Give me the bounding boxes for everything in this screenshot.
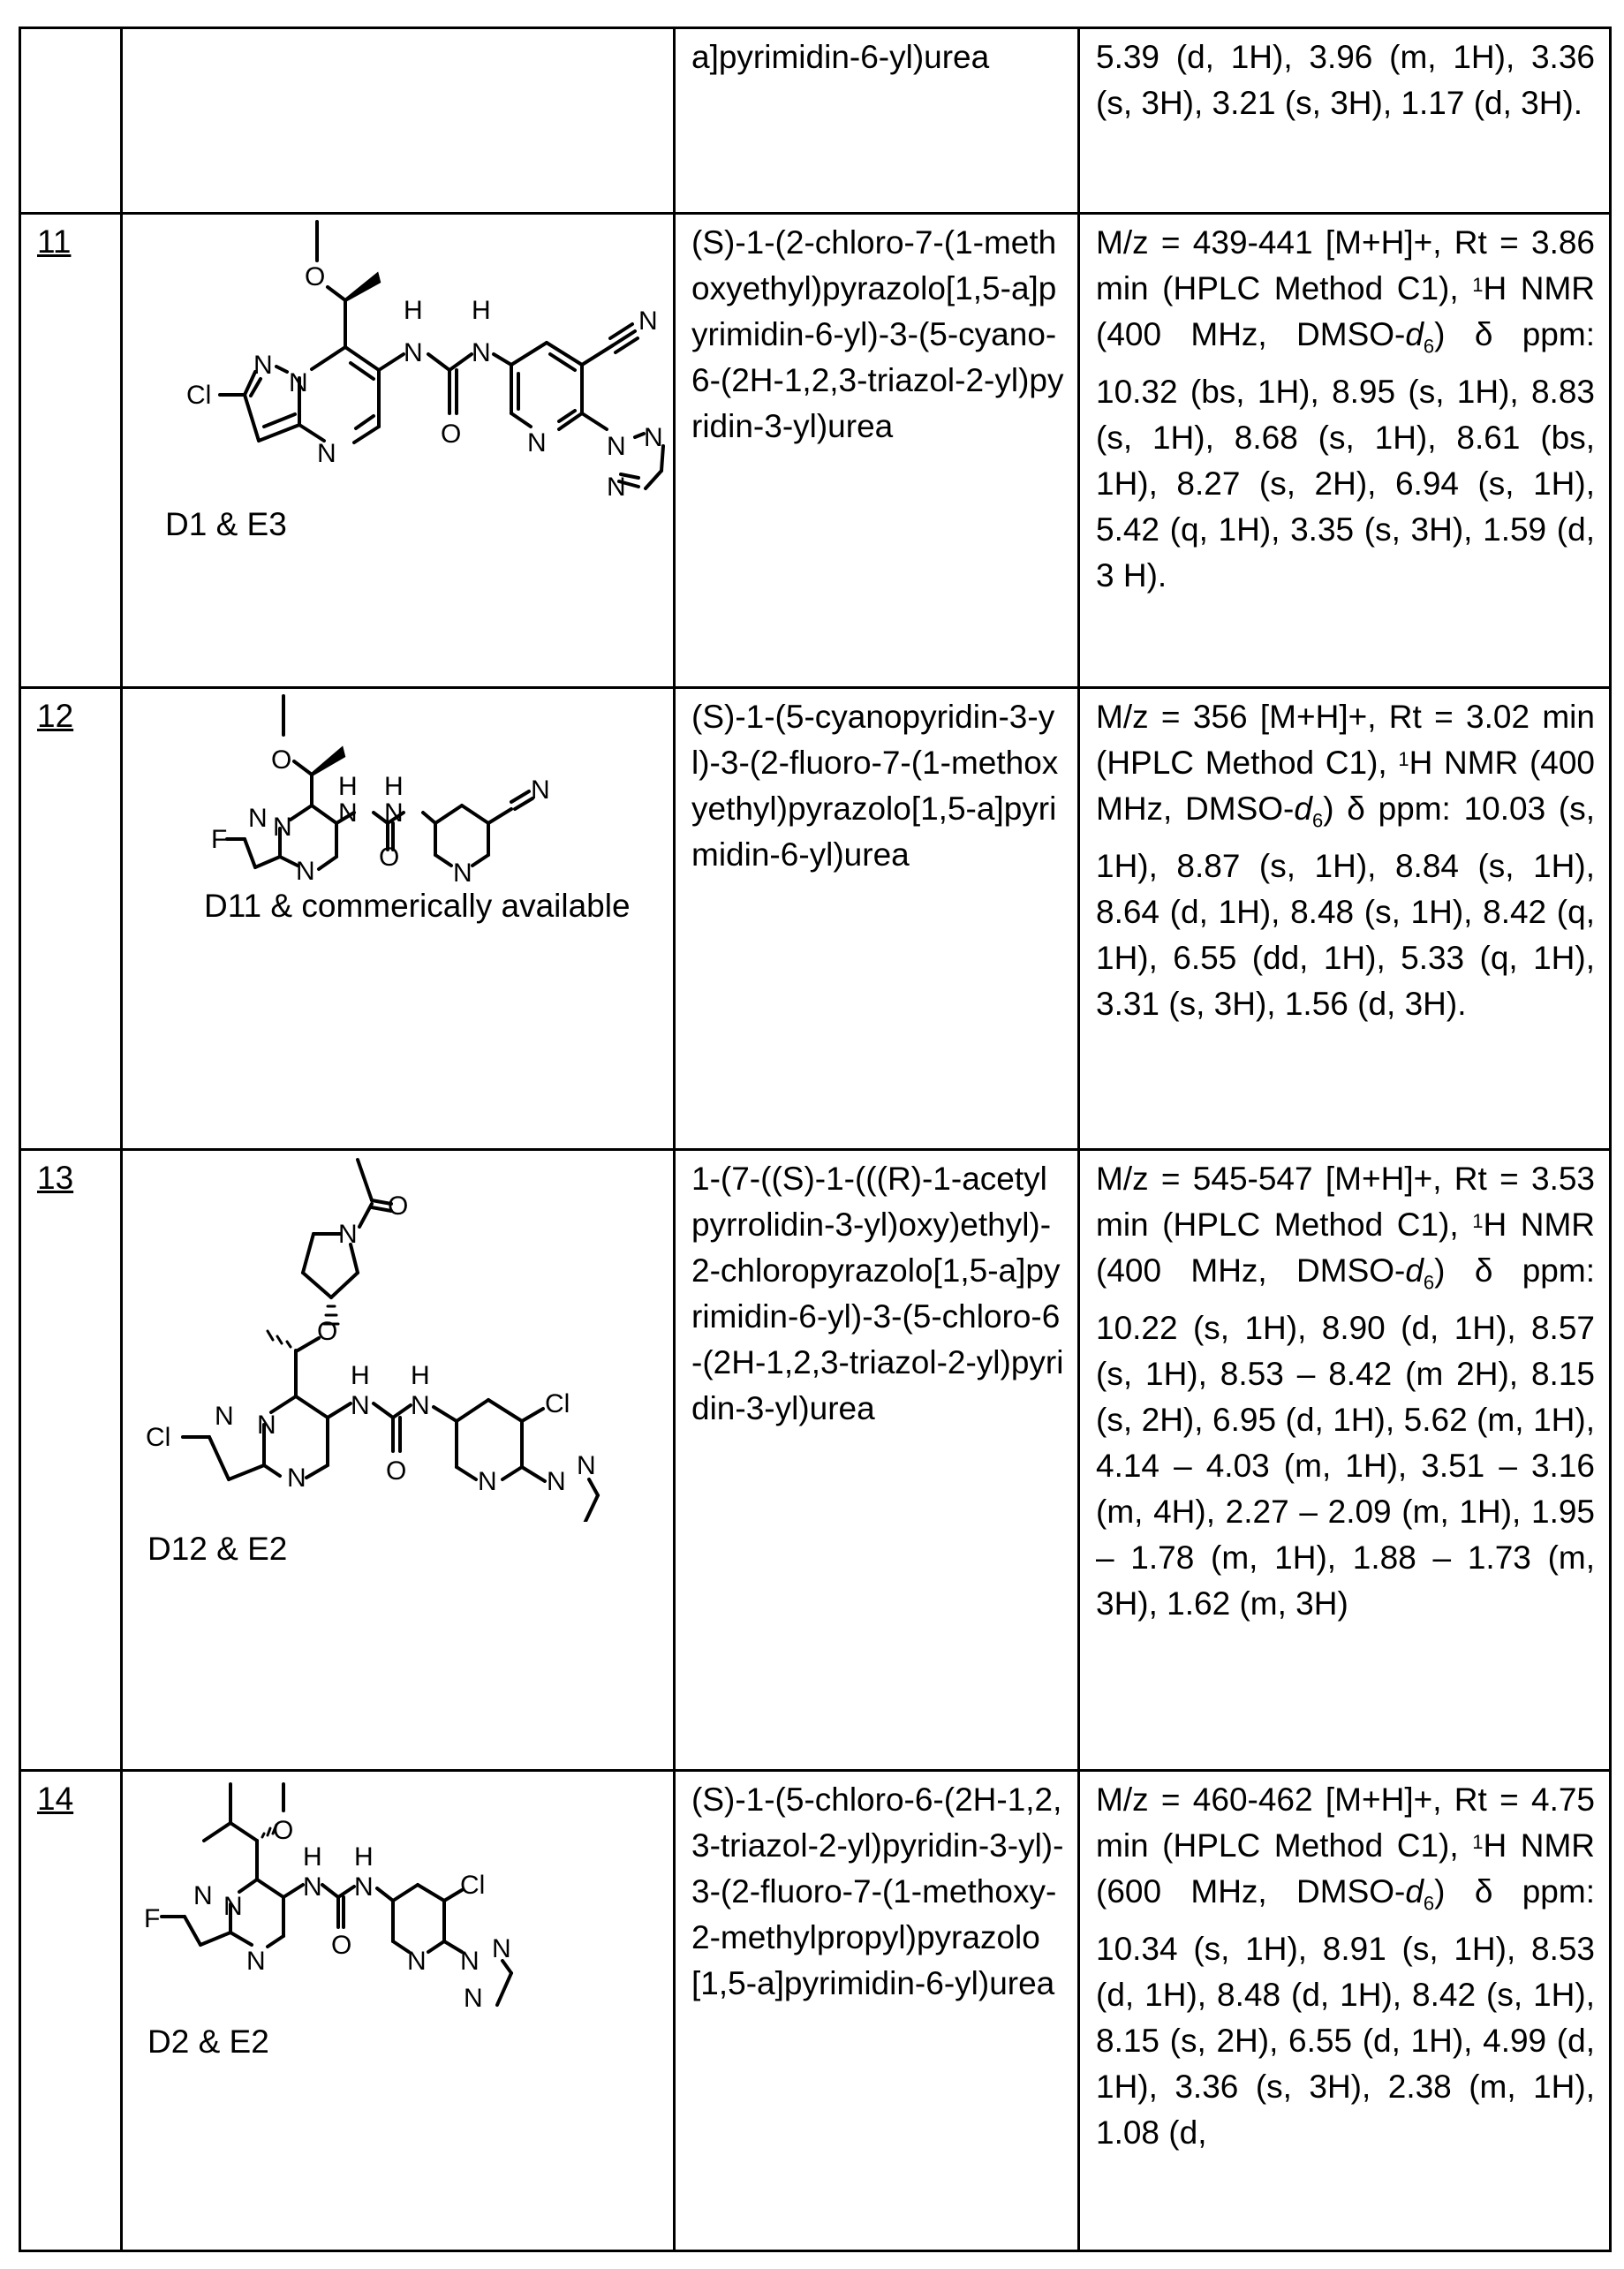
svg-text:O: O [379,843,400,872]
svg-text:H: H [338,772,358,801]
structure-reference: D1 & E3 [165,506,287,542]
svg-text:O: O [271,745,292,775]
table-row [20,1771,1611,2251]
structure-cell [122,688,675,1150]
svg-text:H: H [472,296,491,325]
svg-text:O: O [386,1456,407,1486]
chemical-structure-compound-12-icon [123,689,670,892]
svg-text:N: N [577,1451,596,1480]
compound-name-cell [675,1150,1079,1771]
svg-text:N: N [492,1934,511,1963]
analytical-data-cell [1079,214,1611,688]
svg-text:O: O [388,1191,409,1221]
svg-text:Cl: Cl [545,1389,570,1418]
structure-cell [122,1150,675,1771]
svg-text:N: N [404,338,423,367]
compound-number-cell [20,1150,122,1771]
structure-reference: D2 & E2 [147,2023,269,2060]
analytical-data: M/z = 439-441 [M+H]+, Rt = 3.86 min (HPLC Method C1), $^1$H NMR (400 MHz, DMSO-$d_6$) δ ppm: 10.32 (bs, 1H), 8.95 (s, 1H), 8.83 (s, 1H), 8.68 (s, 1H), 8.61 (bs, 1H), 8.27 (s, 2H), 6.94 (s, 1H), 5.42 (q, 1H), 3.35 (s, 3H), 1.59 (d, 3 H). [1096,224,1595,594]
analytical-data: M/z = 545-547 [M+H]+, Rt = 3.53 min (HPLC Method C1), $^1$H NMR (400 MHz, DMSO-$d_6$) δ ppm: 10.22 (s, 1H), 8.90 (d, 1H), 8.57 (s, 1H), 8.53 – 8.42 (m 2H), 8.15 (s, 2H), 6.95 (d, 1H), 5.62 (m, 1H), 4.14 – 4.03 (m, 1H), 3.51 – 3.16 (m, 4H), 2.27 – 2.09 (m, 1H), 1.95 – 1.78 (m, 1H), 1.88 – 1.73 (m, 3H), 1.62 (m, 3H) [1096,1161,1595,1622]
structure-reference: D12 & E2 [147,1531,288,1567]
compound-name: (S)-1-(5-cyanopyridin-3-yl)-3-(2-fluoro-7-(1-methoxyethyl)pyrazolo[1,5-a]pyrimidin-6-yl)urea [691,699,1059,873]
svg-text:F: F [211,825,228,854]
svg-text:O: O [273,1816,294,1845]
compound-number-cell [20,28,122,214]
svg-text:O: O [331,1931,352,1960]
analytical-data-cell [1079,1771,1611,2251]
svg-text:N: N [453,858,472,888]
svg-text:H: H [303,1842,322,1872]
svg-text:N: N [464,1984,483,2013]
svg-text:N: N [638,306,658,336]
svg-text:N: N [246,1947,266,1976]
structure-cell [122,214,675,688]
analytical-data-cell [1079,688,1611,1150]
svg-text:N: N [338,798,358,828]
compound-name-cell [675,28,1079,214]
svg-text:N: N [248,804,268,833]
svg-text:N: N [472,338,491,367]
svg-text:N: N [531,775,550,805]
svg-text:N: N [384,798,404,828]
svg-text:H: H [404,296,423,325]
table-row [20,214,1611,688]
compound-number: 14 [37,1781,74,1817]
svg-text:N: N [411,1391,430,1420]
svg-text:Cl: Cl [146,1423,171,1452]
svg-text:O: O [317,1317,338,1346]
svg-text:N: N [644,423,663,452]
svg-text:N: N [527,428,547,458]
compound-table [19,26,1612,2252]
structure-cell [122,1771,675,2251]
svg-text:N: N [303,1872,322,1902]
structure-cell [122,28,675,214]
compound-name: (S)-1-(5-chloro-6-(2H-1,2,3-triazol-2-yl)pyridin-3-yl)-3-(2-fluoro-7-(1-methoxy-2-methylpropyl)pyrazolo[1,5-a]pyrimidin-6-yl)urea [691,1781,1064,2001]
svg-text:N: N [273,813,292,842]
svg-text:N: N [607,473,626,502]
compound-number: 12 [37,698,74,734]
svg-text:N: N [351,1391,370,1420]
svg-text:N: N [223,1892,243,1921]
table-row [20,1150,1611,1771]
svg-text:N: N [317,439,336,468]
svg-text:N: N [607,432,626,461]
svg-text:N: N [354,1872,374,1902]
compound-name: 1-(7-((S)-1-(((R)-1-acetylpyrrolidin-3-yl)oxy)ethyl)-2-chloropyrazolo[1,5-a]pyrimidin-6-yl)-3-(5-chloro-6-(2H-1,2,3-triazol-2-yl)pyridin-3-yl)urea [691,1161,1064,1426]
svg-text:N: N [215,1402,234,1431]
compound-number: 13 [37,1160,74,1196]
svg-text:O: O [441,420,462,449]
svg-text:H: H [384,772,404,801]
analytical-data-cell [1079,1150,1611,1771]
svg-text:N: N [547,1467,566,1496]
chemical-structure-compound-14-icon [123,1772,670,2019]
compound-name-cell [675,1771,1079,2251]
chemical-structure-compound-11-icon [123,215,670,506]
compound-number-cell [20,214,122,688]
svg-text:F: F [144,1904,161,1933]
structure-reference: D11 & commerically available [204,888,631,924]
svg-text:N: N [407,1947,427,1976]
compound-number: 11 [37,223,72,260]
svg-text:H: H [351,1361,370,1390]
svg-text:N: N [257,1411,276,1440]
svg-text:N: N [193,1881,213,1910]
analytical-data-cell [1079,28,1611,214]
svg-text:N: N [478,1467,497,1496]
analytical-data: M/z = 460-462 [M+H]+, Rt = 4.75 min (HPLC Method C1), $^1$H NMR (600 MHz, DMSO-$d_6$) δ ppm: 10.34 (s, 1H), 8.91 (s, 1H), 8.53 (d, 1H), 8.48 (d, 1H), 8.42 (s, 1H), 8.15 (s, 2H), 6.55 (d, 1H), 4.99 (d, 1H), 3.36 (s, 3H), 2.38 (m, 1H), 1.08 (d, [1096,1781,1595,2152]
compound-name: a]pyrimidin-6-yl)urea [691,39,990,75]
table-row [20,28,1611,214]
compound-name-cell [675,214,1079,688]
svg-text:N: N [287,1464,306,1493]
compound-name: (S)-1-(2-chloro-7-(1-methoxyethyl)pyrazolo[1,5-a]pyrimidin-6-yl)-3-(5-cyano-6-(2H-1,2,3-triazol-2-yl)pyridin-3-yl)urea [691,224,1064,444]
svg-text:N: N [338,1220,358,1249]
svg-text:O: O [305,262,326,291]
svg-text:N: N [296,857,315,886]
svg-text:N: N [460,1947,480,1976]
svg-text:N: N [289,368,308,397]
chemical-structure-compound-13-icon [123,1151,670,1522]
compound-name-cell [675,688,1079,1150]
svg-text:H: H [354,1842,374,1872]
analytical-data: M/z = 356 [M+H]+, Rt = 3.02 min (HPLC Method C1), $^1$H NMR (400 MHz, DMSO-$d_6$) δ ppm: 10.03 (s, 1H), 8.87 (s, 1H), 8.84 (s, 1H), 8.64 (d, 1H), 8.48 (s, 1H), 8.42 (q, 1H), 6.55 (dd, 1H), 5.33 (q, 1H), 3.31 (s, 3H), 1.56 (d, 3H). [1096,699,1595,1023]
analytical-data: 5.39 (d, 1H), 3.96 (m, 1H), 3.36 (s, 3H), 3.21 (s, 3H), 1.17 (d, 3H). [1096,39,1595,121]
svg-text:H: H [411,1361,430,1390]
compound-number-cell [20,688,122,1150]
compound-number-cell [20,1771,122,2251]
svg-text:Cl: Cl [186,381,212,410]
table-row [20,688,1611,1150]
svg-text:N: N [253,351,273,380]
svg-text:Cl: Cl [460,1871,486,1900]
